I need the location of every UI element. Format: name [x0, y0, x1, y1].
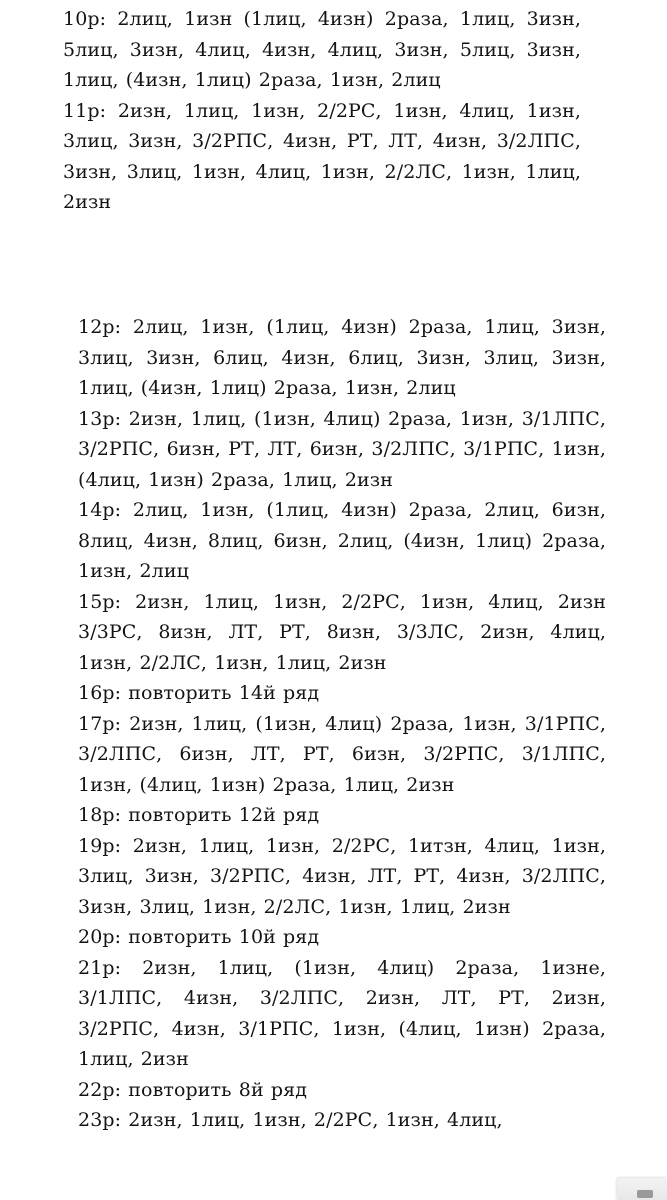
scroll-indicator[interactable]: [617, 1178, 667, 1200]
pattern-block-top: [63, 4, 581, 218]
pattern-row-10: 10р: 2лиц, 1изн (1лиц, 4изн) 2раза, 1лиц, 3изн, 5лиц, 3изн, 4лиц, 4изн, 4лиц, 3изн, 5лиц, 3изн, 1лиц, (4изн, 1лиц) 2раза, 1изн, 2лиц: [63, 8, 581, 91]
pattern-row-23: 23р: 2изн, 1лиц, 1изн, 2/2РС, 1изн, 4лиц,: [78, 1109, 503, 1131]
pattern-row-21: 21р: 2изн, 1лиц, (1изн, 4лиц) 2раза, 1изне, 3/1ЛПС, 4изн, 3/2ЛПС, 2изн, ЛТ, РТ, 2изн, 3/2РПС, 4изн, 3/1РПС, 1изн, (4лиц, 1изн) 2раза, 1лиц, 2изн: [78, 956, 606, 1070]
pattern-row-20: 20р: повторить 10й ряд: [78, 926, 320, 948]
pattern-row-13: 13р: 2изн, 1лиц, (1изн, 4лиц) 2раза, 1изн, 3/1ЛПС, 3/2РПС, 6изн, РТ, ЛТ, 6изн, 3/2ЛПС, 3/1РПС, 1изн, (4лиц, 1изн) 2раза, 1лиц, 2изн: [78, 407, 606, 491]
pattern-row-22: 22р: повторить 8й ряд: [78, 1078, 307, 1101]
pattern-row-12: 12р: 2лиц, 1изн, (1лиц, 4изн) 2раза, 1лиц, 3изн, 3лиц, 3изн, 6лиц, 4изн, 6лиц, 3изн, 3лиц, 3изн, 1лиц, (4изн, 1лиц) 2раза, 1изн, 2лиц: [78, 316, 606, 399]
pattern-block-bottom: [78, 312, 606, 1136]
pattern-row-14: 14р: 2лиц, 1изн, (1лиц, 4изн) 2раза, 2лиц, 6изн, 8лиц, 4изн, 8лиц, 6изн, 2лиц, (4изн, 1лиц) 2раза, 1изн, 2лиц: [78, 499, 606, 582]
pattern-row-17: 17р: 2изн, 1лиц, (1изн, 4лиц) 2раза, 1изн, 3/1РПС, 3/2ЛПС, 6изн, ЛТ, РТ, 6изн, 3/2РПС, 3/1ЛПС, 1изн, (4лиц, 1изн) 2раза, 1лиц, 2изн: [78, 712, 606, 796]
pattern-row-19: 19р: 2изн, 1лиц, 1изн, 2/2РС, 1итзн, 4лиц, 1изн, 3лиц, 3изн, 3/2РПС, 4изн, ЛТ, РТ, 4изн, 3/2ЛПС, 3изн, 3лиц, 1изн, 2/2ЛС, 1изн, 1лиц, 2изн: [78, 834, 606, 918]
pattern-row-16: 16р: повторить 14й ряд: [78, 682, 320, 704]
pattern-row-18: 18р: повторить 12й ряд: [78, 804, 320, 826]
pattern-row-11: 11р: 2изн, 1лиц, 1изн, 2/2РС, 1изн, 4лиц, 1изн, 3лиц, 3изн, 3/2РПС, 4изн, РТ, ЛТ, 4изн, 3/2ЛПС, 3изн, 3лиц, 1изн, 4лиц, 1изн, 2/2ЛС, 1изн, 1лиц, 2изн: [63, 99, 581, 213]
pattern-row-15: 15р: 2изн, 1лиц, 1изн, 2/2РС, 1изн, 4лиц, 2изн 3/3РС, 8изн, ЛТ, РТ, 8изн, 3/3ЛС, 2изн, 4лиц, 1изн, 2/2ЛС, 1изн, 1лиц, 2изн: [78, 590, 606, 674]
